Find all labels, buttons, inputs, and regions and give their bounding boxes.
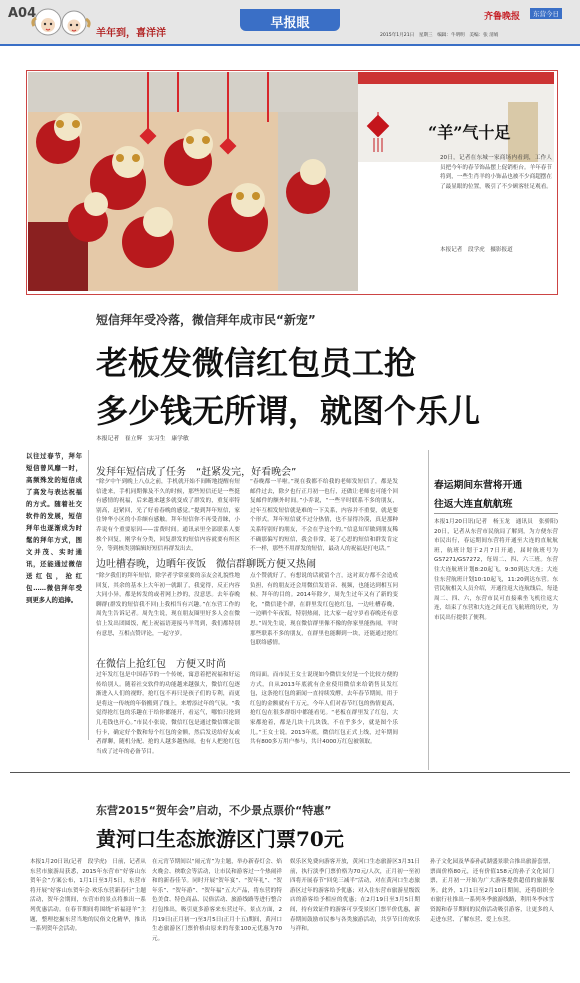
- lead-para-2b: 点个赞就好了，有想说的话就留个言，这对双方都不会造成负担，有的朋友还会用微信发语音、视频，也能达到相互问候、拜年的目的。2014年除夕，周先生过年又有了新的变化，“微信建个群，在群里发红包抢红包，一边吐槽春晚，一边晒个年夜饭，特别热闹，比大家一起守岁看春晚还有意思。”周先生说，现在微信群里像不像的你家里能热闹，平时那些联系不多的朋友，在群里也能聊到一块，还能通过抢红包联络感情。: [250, 573, 398, 647]
- bottom-col-4: 孙子文化园及华泰孙武湖盛景联合推出旅游套票，票面价格80元，还有价值158元的孙子文化园门票，正月初一开始为广大游客提供超值的旅游服务。此外，1月1日至2月10日期间，还将组织全市旅行社推出一系列冬季旅游线路，利用冬季冰雪资源和春节期间的民俗活动吸引游客，让更多的人走进东营、了解东营、爱上东营。: [430, 859, 554, 923]
- sheep-mascot-icon: [30, 6, 92, 42]
- sidebar-headline-line2: 往返大连直航航班: [434, 499, 513, 510]
- lead-subhead-3: 在微信上抢红包 方便又时尚: [96, 659, 226, 670]
- date-line: 2015年1月21日 星期三 编辑：牛明明 美编：张 清娟: [380, 33, 499, 38]
- lead-para-1a: “除夕中午到晚上八点之前，手机就开始不间断地提醒有短信进来，手机同期像及不久的时候，那些短信还是一些挺有感情的祝福，后来越来越多就变成了群发的，重复率特别高，赶紧回，光了好看春晚的感觉。”提到拜年短信，家住钟华小区的小乔颇有感触。拜年短信你不再受青睐，小乔说有个重要原因——雷费时间。通讯录里全部联系人要挨个回复，刚学有分类，回复群发的短信内容就要有所区分，等到核类别编辑好短信再群发出去，: [96, 479, 240, 553]
- sidebar-body: 本报1月20日讯(记者 杨玉龙 通讯员 张骄阳) 20日，记者从东营市民航局了解到，为方便东营市民出行，春运期间东营将开通至大连的直航航班，航班计划于2月7日开通，届时航班号为GS7271/GS7272，每周二、四、六三班。东营往大连航班计划8:20起飞，9:30到达大连；大连往东营航班计划10:10起飞，11:20到达东营。东营民航相关人员介绍，开通往返大连航线后，每逢周二、四、六，东营市民可直接乘坐飞机往返大连，结束了东营和大连之间无直飞航班的历史，为市民出行提供了便利。: [434, 519, 564, 621]
- summary-divider: [88, 450, 89, 740]
- chinese-knot-icon: [366, 112, 390, 154]
- sidebar-divider: [428, 450, 429, 770]
- bottom-kicker: 东营2015“贺年会”启动，不少景点票价“特惠”: [96, 804, 332, 817]
- bottom-col-2: 在元宵节期间以“闹元宵”为主题，举办新春灯会、焰火晚会、秧歌会等活动，让市民和游客过一个热闹祥和的新春佳节。同时开展“贺年宴”、“贺年礼”、“贺年乐”、“贺年游”、“贺年福”五大产品，将东营的特色美食、特色商品、民俗活动、旅游线路等进行整合打包推出，吸引更多游客来东营过年。景点方面，2月19日(正月初一)至3月5日(正月十五)期间，黄河口生态旅游区门票价格由原来的每张100元优惠为70元。: [152, 859, 282, 942]
- section-title: 早报眼: [270, 16, 310, 31]
- sidebar-head-rule: [434, 513, 558, 514]
- lead-para-3b: 的局面。而市民王女士说现如今微信支付是一个比较方便的方式，自从2013年底就有企业使用微信来给销售员发红包，这条抢红包的新闻一直持续发酵，去年春节期间，用于红包的金额就有千万元，今年人们对春节红包的热情更高，抢红包在很多群组中都能看见。“老板在群里发了红包，大家都抢着，都是几块十几块钱，不在乎多少，就是图个乐儿。”王女士说。2013年底，微信红包正式上线，过年期间共有800多万用户参与，共计4000万红包被领取。: [250, 672, 398, 746]
- bottom-col-1: 本报1月20日讯(记者 段学虎) 日前，记者从东营市旅游局获悉，2015年东营市“好客山东贺年会”方案公布，1月1日至3月5日，东营市将开展“好客山东贺年会·欢乐东营新春行”主题活动，贺年会期间，东营市的景点将推出一系列优惠活动。在春节期间将围绕“祈福迎羊”主题，整理挖掘东营当地的民俗文化精华，推出一系列贺年会活动。: [30, 859, 146, 933]
- lead-para-2a: “除夕我们的拜年短信，除学者学常童要的亲友会礼貌性地回复，其余的基本上大年初一就跟了，我觉得，反正内容大同小异，都是转发的或者网上抄的，没意思。去年春晚聊群(群发的短信我不回)上我相当有兴趣。”在东营工作的周先生告诉记者。周先生说，现在朋友圈里好多人会在微信上发出团圆饭，配上祝福语迎接马羊驾到，我们都特别有意思，互相点赞评论，一起守岁。: [96, 573, 240, 637]
- lead-para-1b: “春晚都一半啦。”现在我都不给我的老师发短信了，都是发邮件过去，除夕也行正月初一也行，还做让老师也可能个回复邮件的额外时间。”小乔说，“一些平时联系不多的朋友，过年互相发短信就是难的一下关系，内容并不重要，就是要个形式。拜年短信就不过分热情，也不显得冷漠，真是那种关系特别好的朋友，不会在乎这个的。”信息知军做到朋友稀不确那偏写的短信，我会非常，花了心思的短信和群发肯定不一样，那些不用群发的短信，最动人的祝福是打电话。”: [250, 479, 398, 553]
- lead-headline-line1: 老板发微信红包员工抢: [96, 344, 417, 382]
- lead-headline-line2: 多少钱无所谓，就图个乐儿: [96, 392, 481, 430]
- sheep-toys-photo: [28, 72, 358, 291]
- photo-feature-headline: “羊”气十足: [428, 123, 511, 142]
- photo-feature-body: 20日，记者在东城一家商场内看到，工作人员把今年的春节饰品摆上促销柜台。羊年春节将到，一些生肖羊的小饰品也被不少商超摆在了最显眼的位置，吸引了不少顾客驻足观看。: [440, 155, 552, 190]
- photo-feature-credit: 本报记者 段学虎 摄影报道: [440, 247, 513, 253]
- lead-subhead-2: 边吐槽春晚，边晒年夜饭 微信群聊既方便又热闹: [96, 559, 316, 570]
- bottom-section-rule: [10, 772, 570, 773]
- lead-byline: 本报记者 崔立辉 实习生 康学敏: [96, 436, 189, 442]
- bottom-headline: 黄河口生态旅游区门票70元: [96, 827, 344, 851]
- lead-kicker: 短信拜年受冷落，微信拜年成市民“新宠”: [96, 313, 316, 327]
- lead-para-3a: 过年发红包是中国春节的一个传统，寓意着把祝福和好运传给别人。随着社交软件的功能越来越强大，微信红包逐渐进入人们的视野，抢红包不再只是孩子们的专利，而更是将这一传统的年俗搬到了线上，来增添过年的气氛。“我觉得抢红包的乐趣在于给你都能开，看运气，哪怕只抢到几毛钱也开心。”市民小张说，微信红包是通过微信绑定银行卡，确定好个数和每个红包的金额，然后发送给好友或者群聊，随机分配、抢的人越多越热闹，也有人把抢红包当成了过年的必备节目。: [96, 672, 240, 755]
- paper-name: 齐鲁晚报: [484, 12, 521, 22]
- edition-badge: 东营今日: [530, 8, 562, 19]
- sidebar-headline-line1: 春运期间东营将开通: [434, 480, 523, 491]
- lead-summary: 以往过春节，拜年短信曾风靡一时，高频殊发的短信成了高发与表达祝福的方式。随着社交软件的发展，短信拜年也逐渐成为时髦的拜年方式，图文并茂、实时通讯，还能通过微信送红包，抢红包……微信拜年受到更多人的追捧。: [26, 452, 82, 604]
- bottom-col-3: 娱乐区免费向游客开放，黄河口生态旅游区3月31日前，执行淡季门票价格为70元/人次，正月初一至初四将开展春节“回免三减半”活动，对在黄河口生态旅游区过年的游客给予优惠；对入住东营市旅游星级饭店的游客给予相应的优惠；在2月19日至3月5日期间，持有效证件的游客可享受景区门票半价优惠，新春期间鼓励市民参与各类旅游活动，共享节日的欢乐与祥和。: [290, 859, 420, 933]
- lead-subhead-1: 发拜年短信成了任务 “赶紧发完，好看晚会”: [96, 467, 297, 478]
- page-number: A04: [8, 6, 37, 21]
- header-tagline: 羊年到，喜洋洋: [96, 28, 166, 39]
